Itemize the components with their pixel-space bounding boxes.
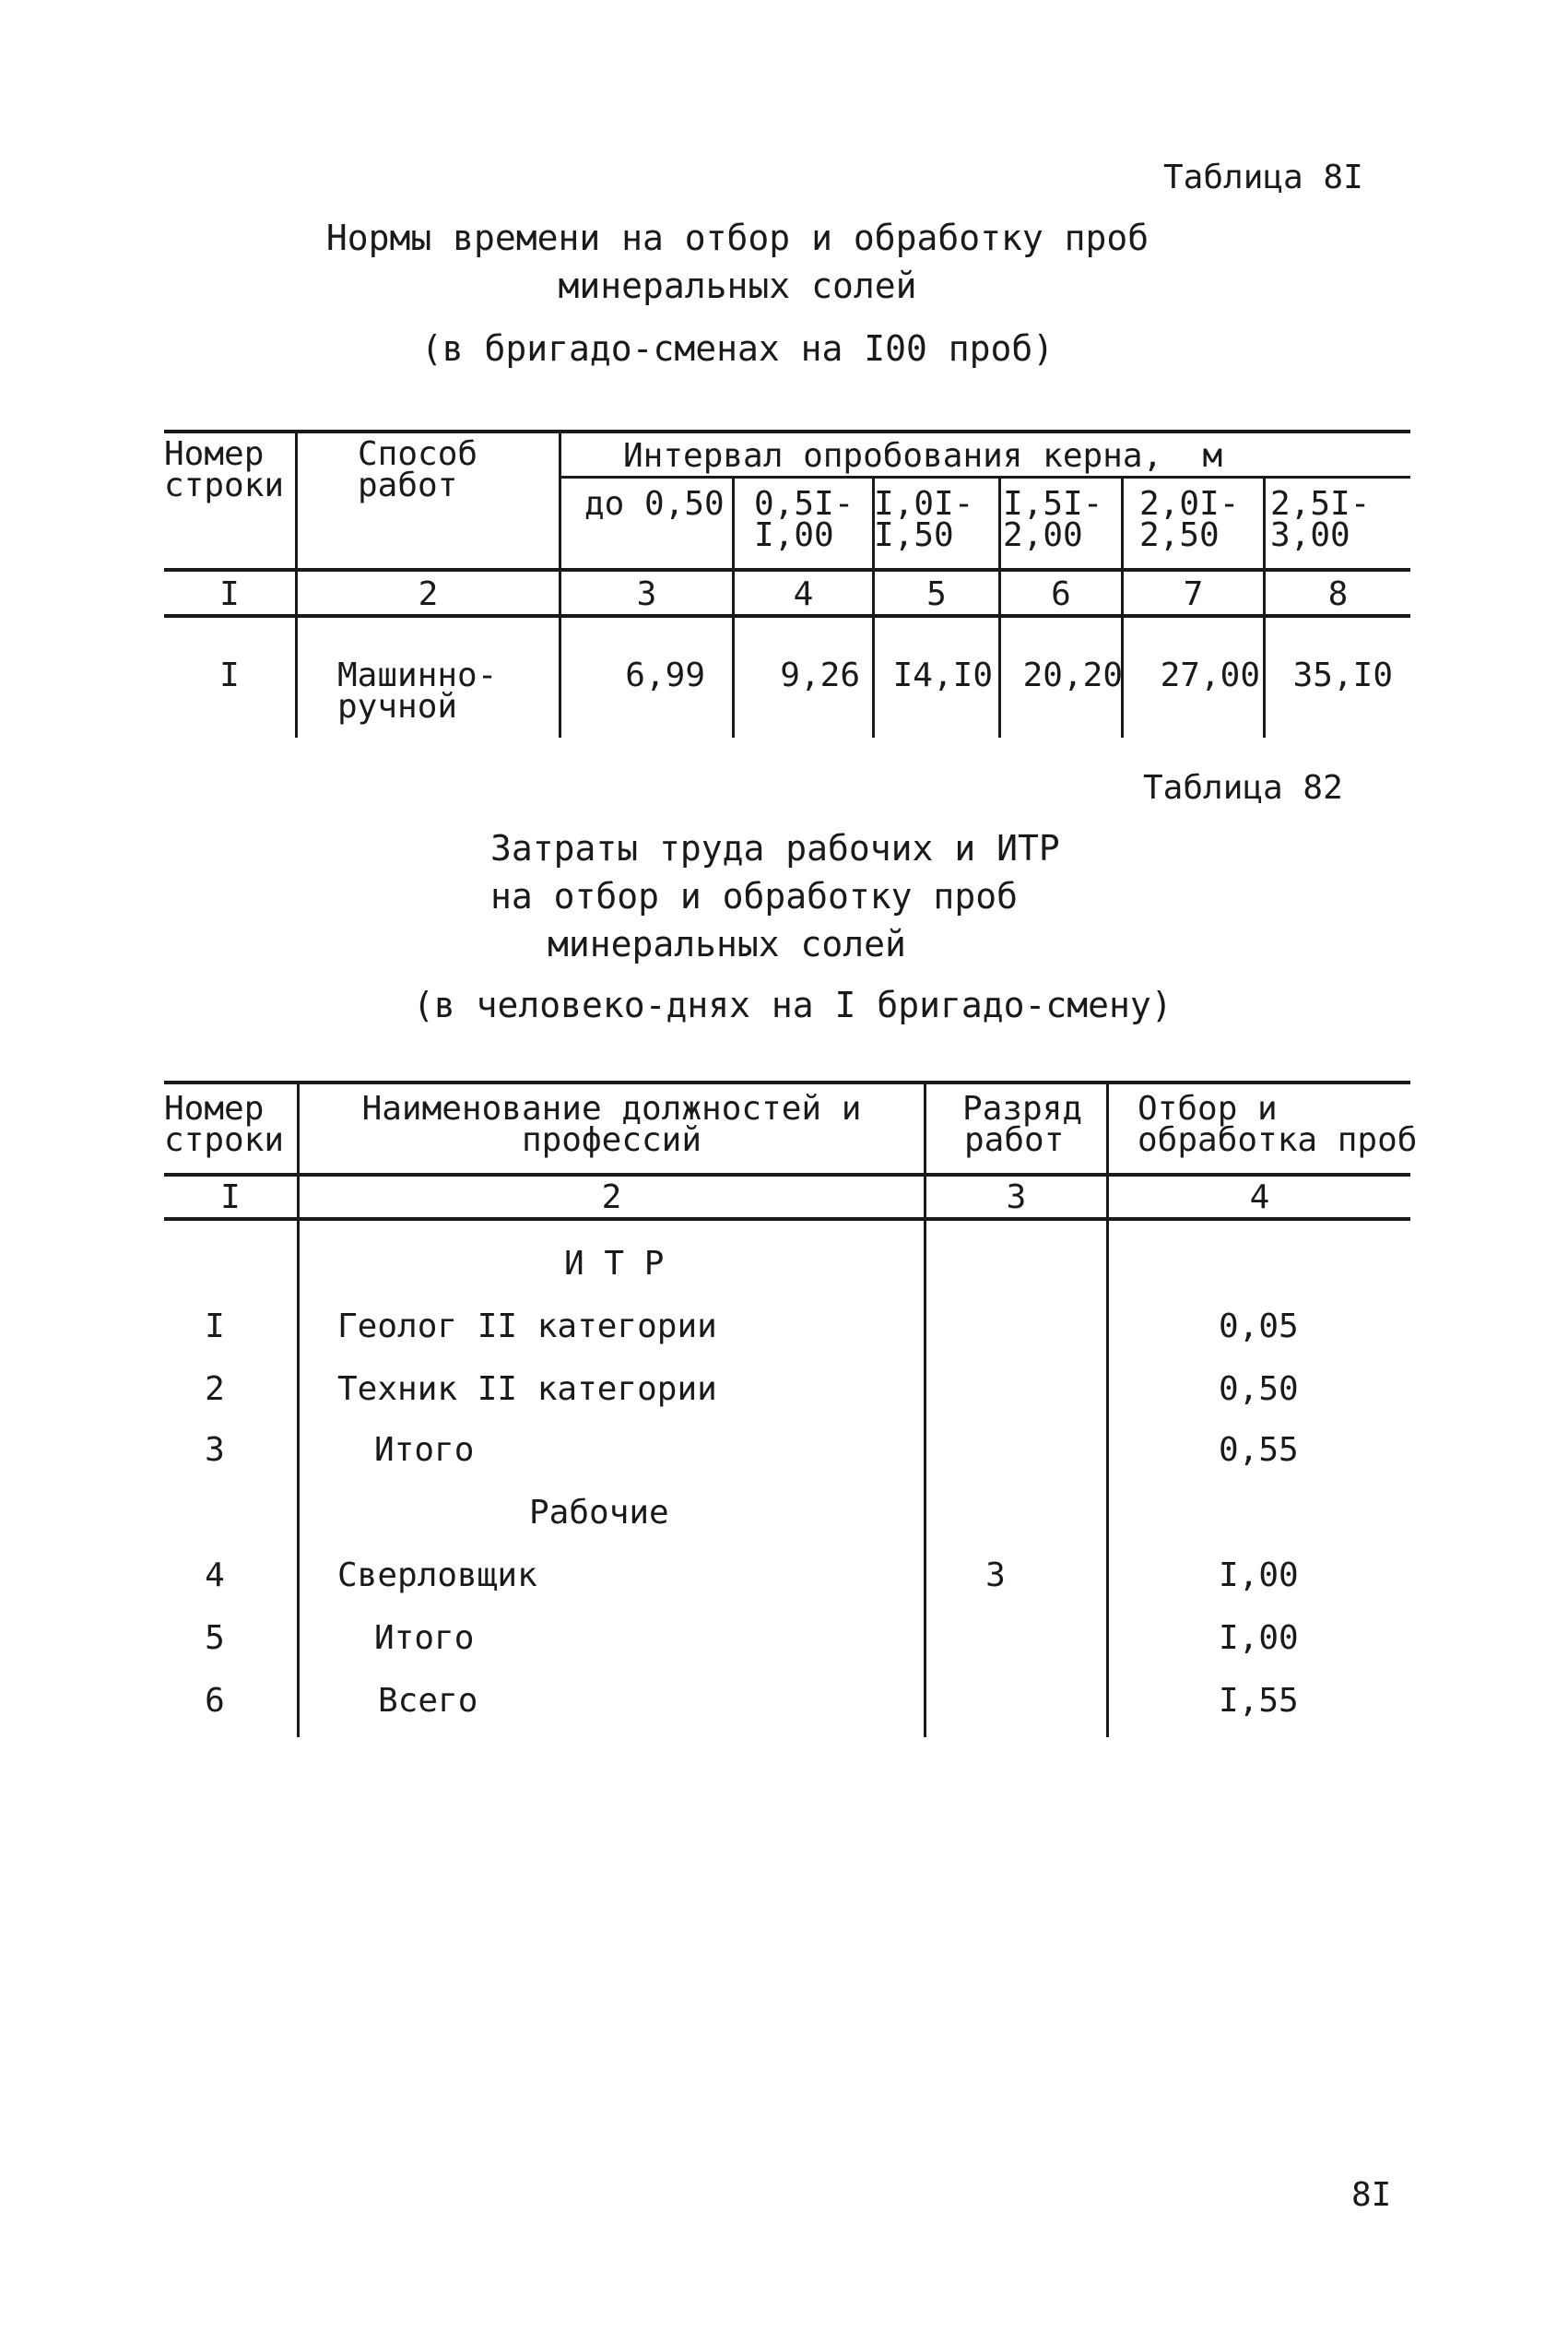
table-81-interval-rule <box>559 476 1410 479</box>
row-value: 27,00 <box>1160 657 1260 694</box>
header-interval: 2,5I- 3,00 <box>1270 485 1371 554</box>
table-81-subtitle: (в бригадо-сменах на I00 проб) <box>420 328 1055 369</box>
column-number: 3 <box>1006 1178 1027 1216</box>
table-82-vline <box>297 1081 300 1737</box>
table-81-title <box>277 214 1198 310</box>
row-value: I,55 <box>1219 1682 1299 1720</box>
header-grade: Разряд работ <box>962 1090 1083 1159</box>
header-interval: I,5I- 2,00 <box>1003 485 1103 554</box>
header-row-number: Номер строки <box>164 435 285 504</box>
header-position: Наименование должностей и профессий <box>361 1090 862 1159</box>
table-82-title-line3: минеральных солей <box>548 924 906 964</box>
column-number: 8 <box>1327 575 1349 613</box>
row-number: 2 <box>205 1370 225 1408</box>
column-number: I <box>220 1178 241 1216</box>
row-number: 5 <box>205 1619 225 1657</box>
table-82-colnum-rule <box>164 1217 1410 1221</box>
row-value: 9,26 <box>780 657 860 694</box>
header-interval: 2,0I- 2,50 <box>1139 485 1240 554</box>
row-name: Техник II категории <box>337 1370 717 1408</box>
header-interval-group: Интервал опробования керна, м <box>623 437 1223 475</box>
row-value: I,00 <box>1219 1556 1299 1594</box>
section-heading-workers: Рабочие <box>529 1494 669 1532</box>
section-heading-itr: И Т Р <box>564 1245 665 1283</box>
column-number: 4 <box>1249 1178 1270 1216</box>
row-number: 3 <box>205 1431 225 1469</box>
row-name: Всего <box>378 1682 478 1720</box>
column-number: I <box>219 575 240 613</box>
header-method: Способ работ <box>358 435 478 504</box>
table-81-header-bottom-rule <box>164 568 1410 572</box>
column-number: 5 <box>926 575 947 613</box>
table-82-subtitle: (в человеко-днях на I бригадо-смену) <box>413 985 1173 1025</box>
table-82-vline <box>1106 1081 1109 1737</box>
column-number: 6 <box>1051 575 1071 613</box>
row-number: I <box>219 657 240 694</box>
row-number: I <box>205 1307 225 1345</box>
table-82-title <box>490 824 1060 968</box>
table-81-top-rule <box>164 430 1410 433</box>
row-value: 35,I0 <box>1292 657 1393 694</box>
row-name: Итого <box>374 1431 475 1469</box>
row-value: 0,05 <box>1219 1307 1299 1345</box>
page-number: 8I <box>1351 2176 1392 2214</box>
column-number: 3 <box>636 575 657 613</box>
table-82-top-rule <box>164 1081 1410 1084</box>
column-number: 7 <box>1183 575 1204 613</box>
column-number: 4 <box>793 575 814 613</box>
row-value: 0,55 <box>1219 1431 1299 1469</box>
header-interval: I,0I- I,50 <box>874 485 974 554</box>
table-81-title-line2: минеральных солей <box>558 266 917 306</box>
row-name: Сверловщик <box>337 1556 537 1594</box>
row-grade: 3 <box>985 1556 1006 1594</box>
row-value: I,00 <box>1219 1619 1299 1657</box>
header-sampling: Отбор и обработка проб <box>1138 1090 1418 1159</box>
table-82-number: Таблица 82 <box>1143 769 1343 807</box>
table-82-header-bottom-rule <box>164 1173 1410 1177</box>
row-number: 6 <box>205 1682 225 1720</box>
column-number: 2 <box>418 575 439 613</box>
row-value: 0,50 <box>1219 1370 1299 1408</box>
row-method: Машинно- ручной <box>337 657 498 726</box>
row-value: 20,20 <box>1022 657 1123 694</box>
table-82-vline <box>924 1081 926 1737</box>
row-name: Геолог II категории <box>337 1307 717 1345</box>
row-name: Итого <box>374 1619 475 1657</box>
table-82-title-line2: на отбор и обработку проб <box>490 876 1018 917</box>
table-81-number: Таблица 8I <box>1163 159 1363 196</box>
column-number: 2 <box>601 1178 622 1216</box>
table-82-title-line1: Затраты труда рабочих и ИТР <box>490 828 1060 869</box>
header-row-number: Номер строки <box>164 1090 285 1159</box>
row-value: I4,I0 <box>892 657 993 694</box>
header-interval: 0,5I- I,00 <box>754 485 855 554</box>
header-interval: до 0,50 <box>584 485 725 523</box>
table-81-title-line1: Нормы времени на отбор и обработку проб <box>325 218 1149 258</box>
table-81-colnum-rule <box>164 614 1410 618</box>
row-value: 6,99 <box>625 657 705 694</box>
row-number: 4 <box>205 1556 225 1594</box>
